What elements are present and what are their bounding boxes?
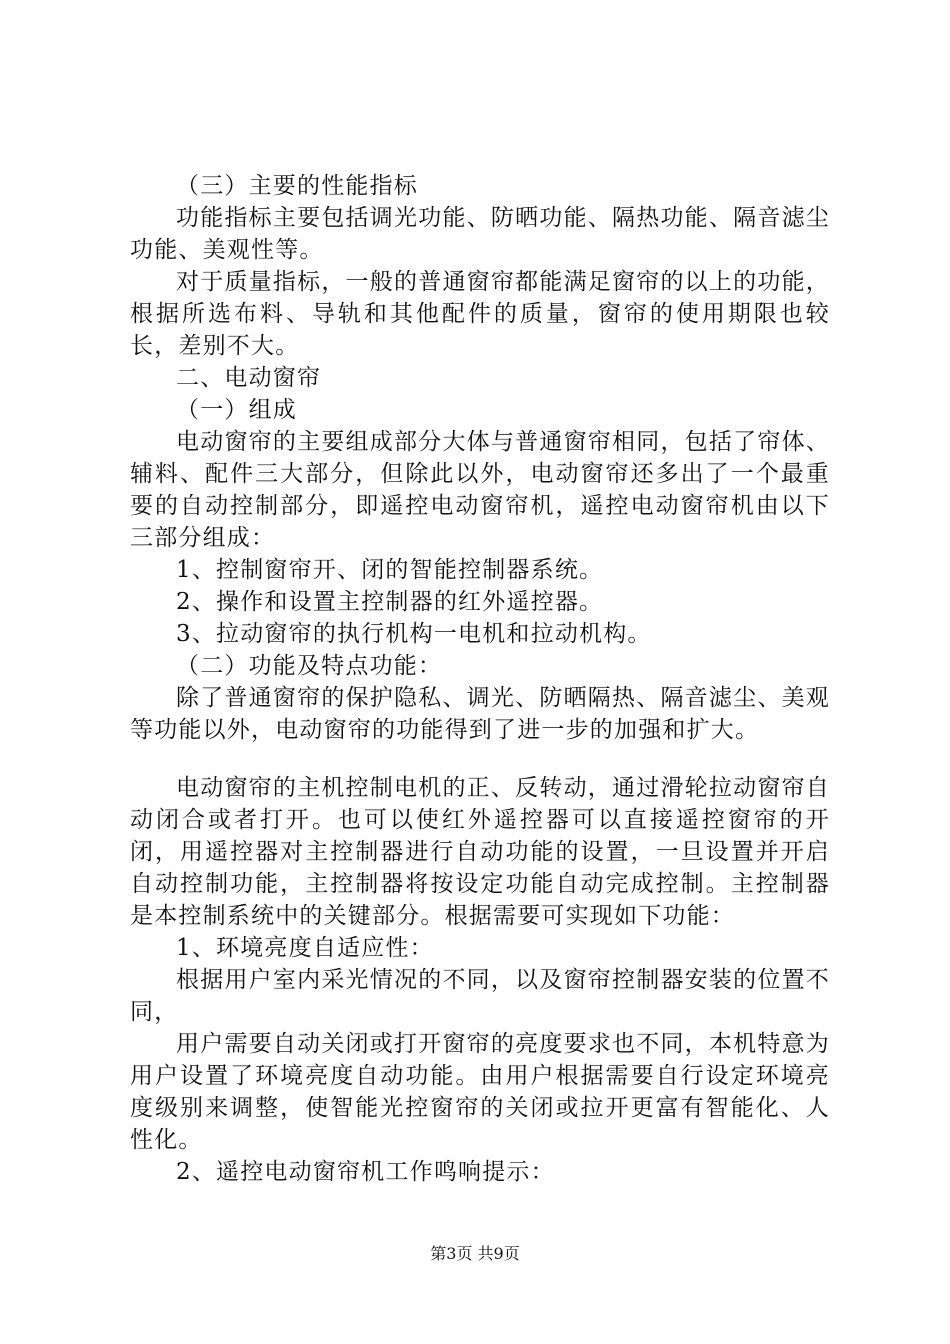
paragraph-quality-indicators: 对于质量指标，一般的普通窗帘都能满足窗帘的以上的功能，根据所选布料、导轨和其他配件的质量，窗帘的使用期限也较长，差别不大。	[130, 269, 830, 359]
paragraph-gap	[130, 746, 830, 772]
paragraph-main-controller: 电动窗帘的主机控制电机的正、反转动，通过滑轮拉动窗帘自动闭合或者打开。也可以使红外遥控器可以直接遥控窗帘的开闭，用遥控器对主控制器进行自动功能的设置，一旦设置并开启自动控制功能，主控制器将按设定功能自动完成控制。主控制器是本控制系统中的关键部分。根据需要可实现如下功能：	[130, 775, 830, 929]
subheading-performance: （三）主要的性能指标	[176, 173, 418, 199]
document-body	[130, 170, 830, 1188]
paragraph-enhanced-functions: 除了普通窗帘的保护隐私、调光、防晒隔热、隔音滤尘、美观等功能以外，电动窗帘的功能得到了进一步的加强和扩大。	[130, 685, 830, 743]
paragraph-composition: 电动窗帘的主要组成部分大体与普通窗帘相同，包括了帘体、辅料、配件三大部分，但除此以外，电动窗帘还多出了一个最重要的自动控制部分，即遥控电动窗帘机，遥控电动窗帘机由以下三部分组成：	[130, 429, 830, 551]
list-item-brightness-adaptive: 1、环境亮度自适应性：	[176, 935, 434, 961]
subheading-composition: （一）组成	[176, 397, 297, 423]
list-item-actuator: 3、拉动窗帘的执行机构一电机和拉动机构。	[176, 621, 652, 647]
list-item-infrared-remote: 2、操作和设置主控制器的红外遥控器。	[176, 589, 604, 615]
paragraph-function-indicators: 功能指标主要包括调光功能、防晒功能、隔热功能、隔音滤尘功能、美观性等。	[130, 205, 830, 263]
subheading-features: （二）功能及特点功能：	[176, 653, 443, 679]
paragraph-brightness-setting: 用户需要自动关闭或打开窗帘的亮度要求也不同，本机特意为用户设置了环境亮度自动功能。由用户根据需要自行设定环境亮度级别来调整，使智能光控窗帘的关闭或拉开更富有智能化、人性化。	[130, 1031, 830, 1153]
heading-electric-curtain: 二、电动窗帘	[176, 365, 322, 391]
list-item-beep-prompt: 2、遥控电动窗帘机工作鸣响提示：	[176, 1159, 555, 1185]
paragraph-lighting-conditions: 根据用户室内采光情况的不同，以及窗帘控制器安装的位置不同，	[130, 967, 830, 1025]
list-item-controller-system: 1、控制窗帘开、闭的智能控制器系统。	[176, 557, 604, 583]
page-number-footer: 第3页 共9页	[430, 1244, 520, 1263]
